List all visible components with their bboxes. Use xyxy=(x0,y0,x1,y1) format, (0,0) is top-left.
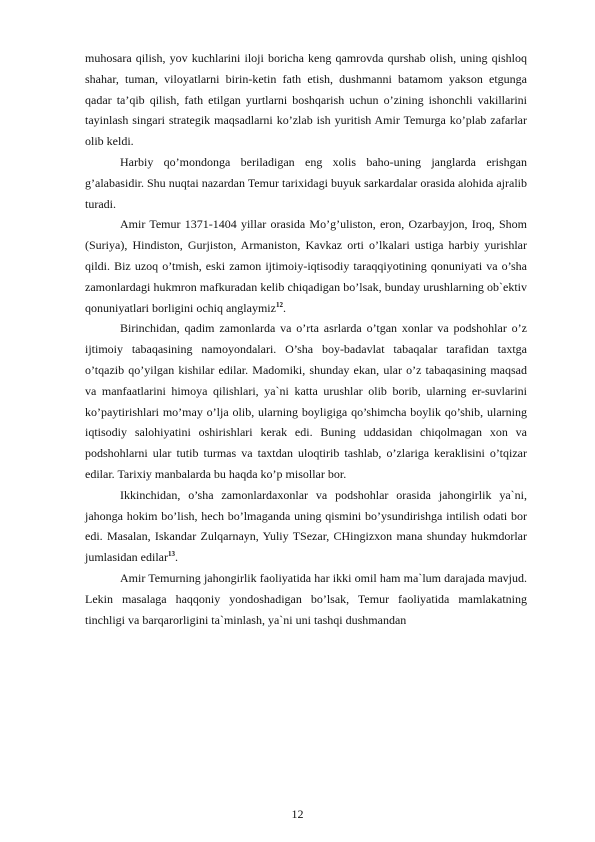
paragraph-text: Ikkinchidan, o’sha zamonlardaxonlar va podshohlar orasida jahongirlik ya`ni, jahonga hokim bo’lish, hech bo’lmaganda uning qismini bo’ysundirishga intilish odati bor edi. Masalan, Iskandar Zulqarnayn, Yuliy TSezar, CHingizxon mana shunday hukmdorlar jumlasidan edilar xyxy=(85,487,527,565)
page-number: 12 xyxy=(291,807,304,821)
paragraph-text: Birinchidan, qadim zamonlarda va o’rta asrlarda o’tgan xonlar va podshohlar o’z ijtimoiy tabaqasining namoyondalari. O’sha boy-badavlat tabaqalar tarafidan taxtga o’tqazib qo’yilgan kishilar edilar. Madomiki, shunday ekan, ular o’z tabaqasining maqsad va manfaatlarini himoya qilishlari, ya`ni katta urushlar olib borib, ularning er-suvlarini ko’paytirishlari mo’may o’lja olib, ularning boyligiga qo’shimcha boylik qo’shib, ularning iqtisodiy salohiyatini oshirishlari kerak edi. Buning uddasidan chiqolmagan xon va podshohlarni ular tutib turmas va taxtdan uloqtirib tashlab, o’zlariga keraklisini o’tqizar edilar. Tarixiy manbalarda bu haqda ko’p misollar bor. xyxy=(85,321,527,481)
paragraph-military-assessment xyxy=(85,152,527,214)
paragraph-text: muhosara qilish, yov kuchlarini iloji boricha keng qamrovda qurshab olish, uning qishloq shahar, tuman, viloyatlarni birin-ketin fath etish, dushmanni batamom yakson etgunga qadar ta’qib qilish, fath etilgan yurtlarni boshqarish uchun o’zining ishonchli vakillarini tayinlash singari strategik maqsadlarni ko’zlab ish yuritish Amir Temurga ko’plab zafarlar olib keldi. xyxy=(85,51,527,149)
footnote-marker: 12 xyxy=(275,300,283,309)
paragraph-tail: . xyxy=(174,550,178,565)
paragraph-text: Harbiy qo’mondonga beriladigan eng xolis baho-uning janglarda erishgan g’alabasidir. Shu nuqtai nazardan Temur tarixidagi buyuk sarkardalar orasida alohida ajralib turadi. xyxy=(85,154,527,211)
paragraph-tail: . xyxy=(282,300,286,315)
paragraph-first-reason xyxy=(85,318,527,484)
paragraph-siege-strategy xyxy=(85,48,527,152)
paragraph-text: Amir Temurning jahongirlik faoliyatida har ikki omil ham ma`lum darajada mavjud. Lekin masalaga haqqoniy yondoshadigan bo’lsak, Temur faoliyatida mamlakatning tinchligi va barqarorligini ta`minlash, ya`ni uni tashqi dushmandan xyxy=(85,570,527,627)
footnote-marker: 13 xyxy=(167,550,175,559)
paragraph-conclusion xyxy=(85,568,527,630)
document-body xyxy=(85,48,527,630)
paragraph-campaigns xyxy=(85,214,527,318)
paragraph-text: Amir Temur 1371-1404 yillar orasida Mo’g’uliston, eron, Ozarbayjon, Iroq, Shom (Suriya), Hindiston, Gurjiston, Armaniston, Kavkaz orti o’lkalari ustiga harbiy yurishlar qildi. Biz uzoq o’tmish, eski zamon ijtimoiy-iqtisodiy taraqqiyotining qonuniyati va o’sha zamonlardagi hukmron mafkuradan kelib chiqadigan bo’lsak, bunday urushlarning ob`ektiv qonuniyatlari borligini ochiq anglaymiz xyxy=(85,217,527,315)
paragraph-second-reason xyxy=(85,485,527,568)
